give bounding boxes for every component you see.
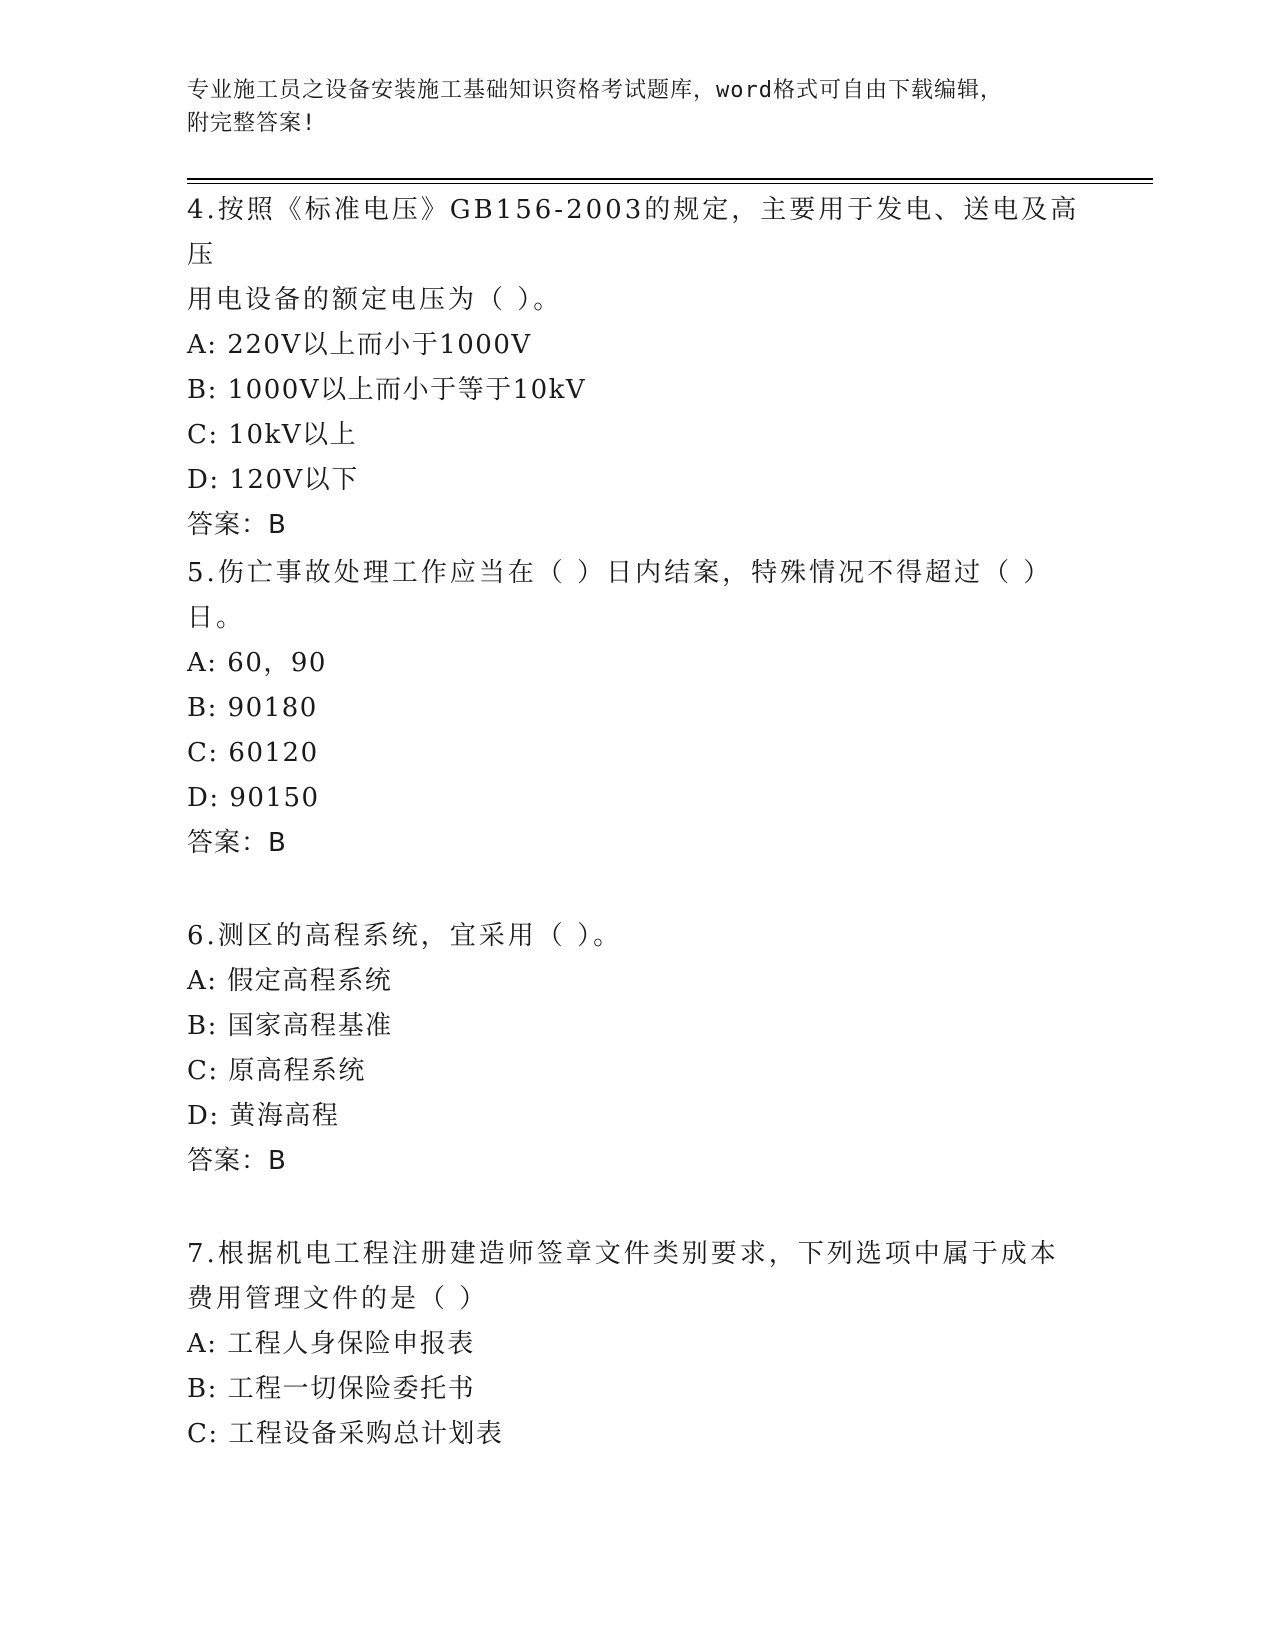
option-b: B: 1000V以上而小于等于10kV: [187, 375, 587, 405]
option-c: C: 60120: [187, 738, 319, 768]
option-a: A: 60，90: [187, 648, 327, 678]
option-b: B: 90180: [187, 693, 318, 723]
option-b: B: 工程一切保险委托书: [187, 1374, 476, 1404]
question-stem-line: 费用管理文件的是（ ）: [187, 1284, 489, 1314]
question-block: [187, 1232, 1087, 1457]
question-stem-line: 用电设备的额定电压为（ ）。: [187, 285, 563, 315]
option-c: C: 原高程系统: [187, 1056, 366, 1086]
question-block: [187, 188, 1087, 548]
option-a: A: 220V以上而小于1000V: [187, 330, 532, 360]
answer-line: 答案：B: [187, 1146, 287, 1176]
header-title-line-1: 专业施工员之设备安装施工基础知识资格考试题库，word格式可自由下载编辑，: [187, 78, 1003, 103]
option-b: B: 国家高程基准: [187, 1011, 393, 1041]
header-title-line-2: 附完整答案!: [187, 111, 317, 136]
option-d: D: 黄海高程: [187, 1101, 340, 1131]
option-c: C: 工程设备采购总计划表: [187, 1419, 504, 1449]
header-divider-thin: [187, 183, 1153, 184]
option-d: D: 90150: [187, 783, 320, 813]
question-block: [187, 914, 1087, 1184]
answer-line: 答案：B: [187, 510, 287, 540]
question-stem-line: 7.根据机电工程注册建造师签章文件类别要求，下列选项中属于成本: [187, 1239, 1059, 1269]
option-c: C: 10kV以上: [187, 420, 358, 450]
option-a: A: 假定高程系统: [187, 966, 393, 996]
header-divider-thick: [187, 178, 1153, 180]
question-block: [187, 551, 1087, 866]
document-header: [187, 74, 1067, 140]
question-stem-line: 4.按照《标准电压》GB156-2003的规定，主要用于发电、送电及高压: [187, 195, 1080, 270]
question-stem-line: 日。: [187, 603, 246, 633]
question-stem-line: 6.测区的高程系统，宜采用（ ）。: [187, 921, 623, 951]
option-a: A: 工程人身保险申报表: [187, 1329, 475, 1359]
answer-line: 答案：B: [187, 828, 287, 858]
option-d: D: 120V以下: [187, 465, 359, 495]
question-stem-line: 5.伤亡事故处理工作应当在（ ）日内结案，特殊情况不得超过（ ）: [187, 558, 1053, 588]
